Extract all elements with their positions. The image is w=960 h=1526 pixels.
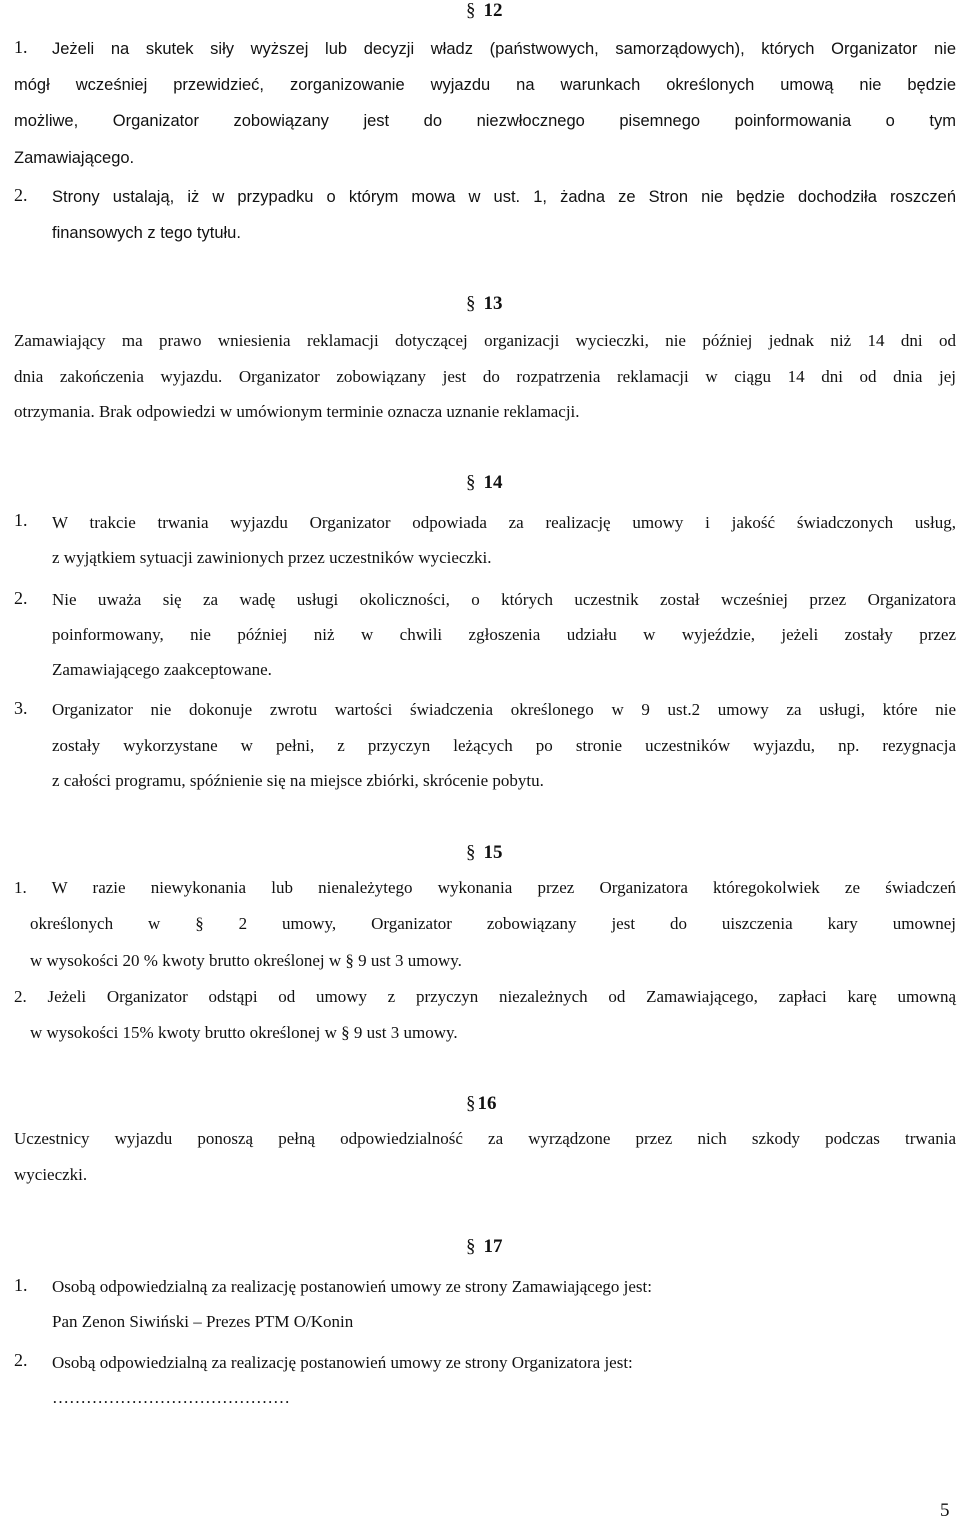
s15-item2-line2: w wysokości 15% kwoty brutto określonej w § 9 ust 3 umowy. xyxy=(30,1023,458,1042)
s13-line3: otrzymania. Brak odpowiedzi w umówionym terminie oznacza uznanie reklamacji. xyxy=(14,402,580,421)
section-16-heading: § 16 xyxy=(466,1093,497,1114)
s12-item1-line2: mógł wcześniej przewidzieć, zorganizowanie wyjazdu na warunkach określonych umową nie będzie xyxy=(14,76,956,94)
s17-item1-number: 1. xyxy=(14,1275,28,1295)
s14-item2-line3: Zamawiającego zaakceptowane. xyxy=(52,660,272,679)
s12-item2-line2: finansowych z tego tytułu. xyxy=(52,224,241,242)
s15-item1-line1: 1. W razie niewykonania lub nienależytego wykonania przez Organizatora któregokolwiek ze świadczeń xyxy=(14,878,956,897)
s14-item2-line1: Nie uważa się za wadę usługi okoliczności, o których uczestnik został wcześniej przez Organizatora xyxy=(52,590,956,609)
s15-item1-line2: określonych w § 2 umowy, Organizator zobowiązany jest do uiszczenia kary umownej xyxy=(30,914,956,933)
s17-item1-line2: Pan Zenon Siwiński – Prezes PTM O/Konin xyxy=(52,1312,354,1331)
s14-item1-line2: z wyjątkiem sytuacji zawinionych przez uczestników wycieczki. xyxy=(52,548,492,567)
s14-item3-line3: z całości programu, spóźnienie się na miejsce zbiórki, skrócenie pobytu. xyxy=(52,771,544,790)
section-sign-icon: § xyxy=(466,293,476,314)
s15-item1-line3: w wysokości 20 % kwoty brutto określonej w § 9 ust 3 umowy. xyxy=(30,951,462,970)
section-12-heading: § 12 xyxy=(466,0,503,21)
s12-item2-number: 2. xyxy=(14,185,28,205)
s12-item1-line1: Jeżeli na skutek siły wyższej lub decyzji władz (państwowych, samorządowych), których Organizator nie xyxy=(52,40,956,58)
s16-line1: Uczestnicy wyjazdu ponoszą pełną odpowiedzialność za wyrządzone przez nich szkody podczas trwania xyxy=(14,1129,956,1148)
section-sign-icon: § xyxy=(466,1236,476,1257)
s13-line2: dnia zakończenia wyjazdu. Organizator zobowiązany jest do rozpatrzenia reklamacji w ciągu 14 dni od dnia jej xyxy=(14,367,956,386)
section-sign-icon: § xyxy=(466,1093,476,1114)
s17-item2-number: 2. xyxy=(14,1350,28,1370)
section-17-heading: § 17 xyxy=(466,1236,503,1257)
s13-line1: Zamawiający ma prawo wniesienia reklamacji dotyczącej organizacji wycieczki, nie później jednak niż 14 dni od xyxy=(14,331,956,350)
s17-item1-line1: Osobą odpowiedzialną za realizację postanowień umowy ze strony Zamawiającego jest: xyxy=(52,1277,652,1296)
s12-item1-line4: Zamawiającego. xyxy=(14,149,135,167)
s14-item1-number: 1. xyxy=(14,510,28,530)
section-sign-icon: § xyxy=(466,842,476,863)
s17-item2-dotted-line: …………………………………… xyxy=(52,1388,290,1407)
section-sign-icon: § xyxy=(466,0,476,21)
s15-item2-line1: 2. Jeżeli Organizator odstąpi od umowy z przyczyn niezależnych od Zamawiającego, zapłaci karę umowną xyxy=(14,987,956,1006)
section-13-heading: § 13 xyxy=(466,293,503,314)
s14-item3-line1: Organizator nie dokonuje zwrotu wartości świadczenia określonego w 9 ust.2 umowy za usługi, które nie xyxy=(52,700,956,719)
s14-item1-line1: W trakcie trwania wyjazdu Organizator odpowiada za realizację umowy i jakość świadczonych usług, xyxy=(52,513,956,532)
s12-item1-line3: możliwe, Organizator zobowiązany jest do niezwłocznego pisemnego poinformowania o tym xyxy=(14,112,956,130)
s12-item1-number: 1. xyxy=(14,37,28,57)
s14-item3-number: 3. xyxy=(14,698,28,718)
page-number: 5 xyxy=(940,1500,950,1521)
s14-item2-number: 2. xyxy=(14,588,28,608)
s17-item2-line1: Osobą odpowiedzialną za realizację postanowień umowy ze strony Organizatora jest: xyxy=(52,1353,633,1372)
section-15-heading: § 15 xyxy=(466,842,503,863)
section-sign-icon: § xyxy=(466,472,476,493)
section-14-heading: § 14 xyxy=(466,472,503,493)
s14-item3-line2: zostały wykorzystane w pełni, z przyczyn leżących po stronie uczestników wyjazdu, np. rezygnacja xyxy=(52,736,956,755)
s12-item2-line1: Strony ustalają, iż w przypadku o którym mowa w ust. 1, żadna ze Stron nie będzie dochodziła roszczeń xyxy=(52,188,956,206)
s16-line2: wycieczki. xyxy=(14,1165,88,1184)
s14-item2-line2: poinformowany, nie później niż w chwili zgłoszenia udziału w wyjeździe, jeżeli zostały przez xyxy=(52,625,956,644)
